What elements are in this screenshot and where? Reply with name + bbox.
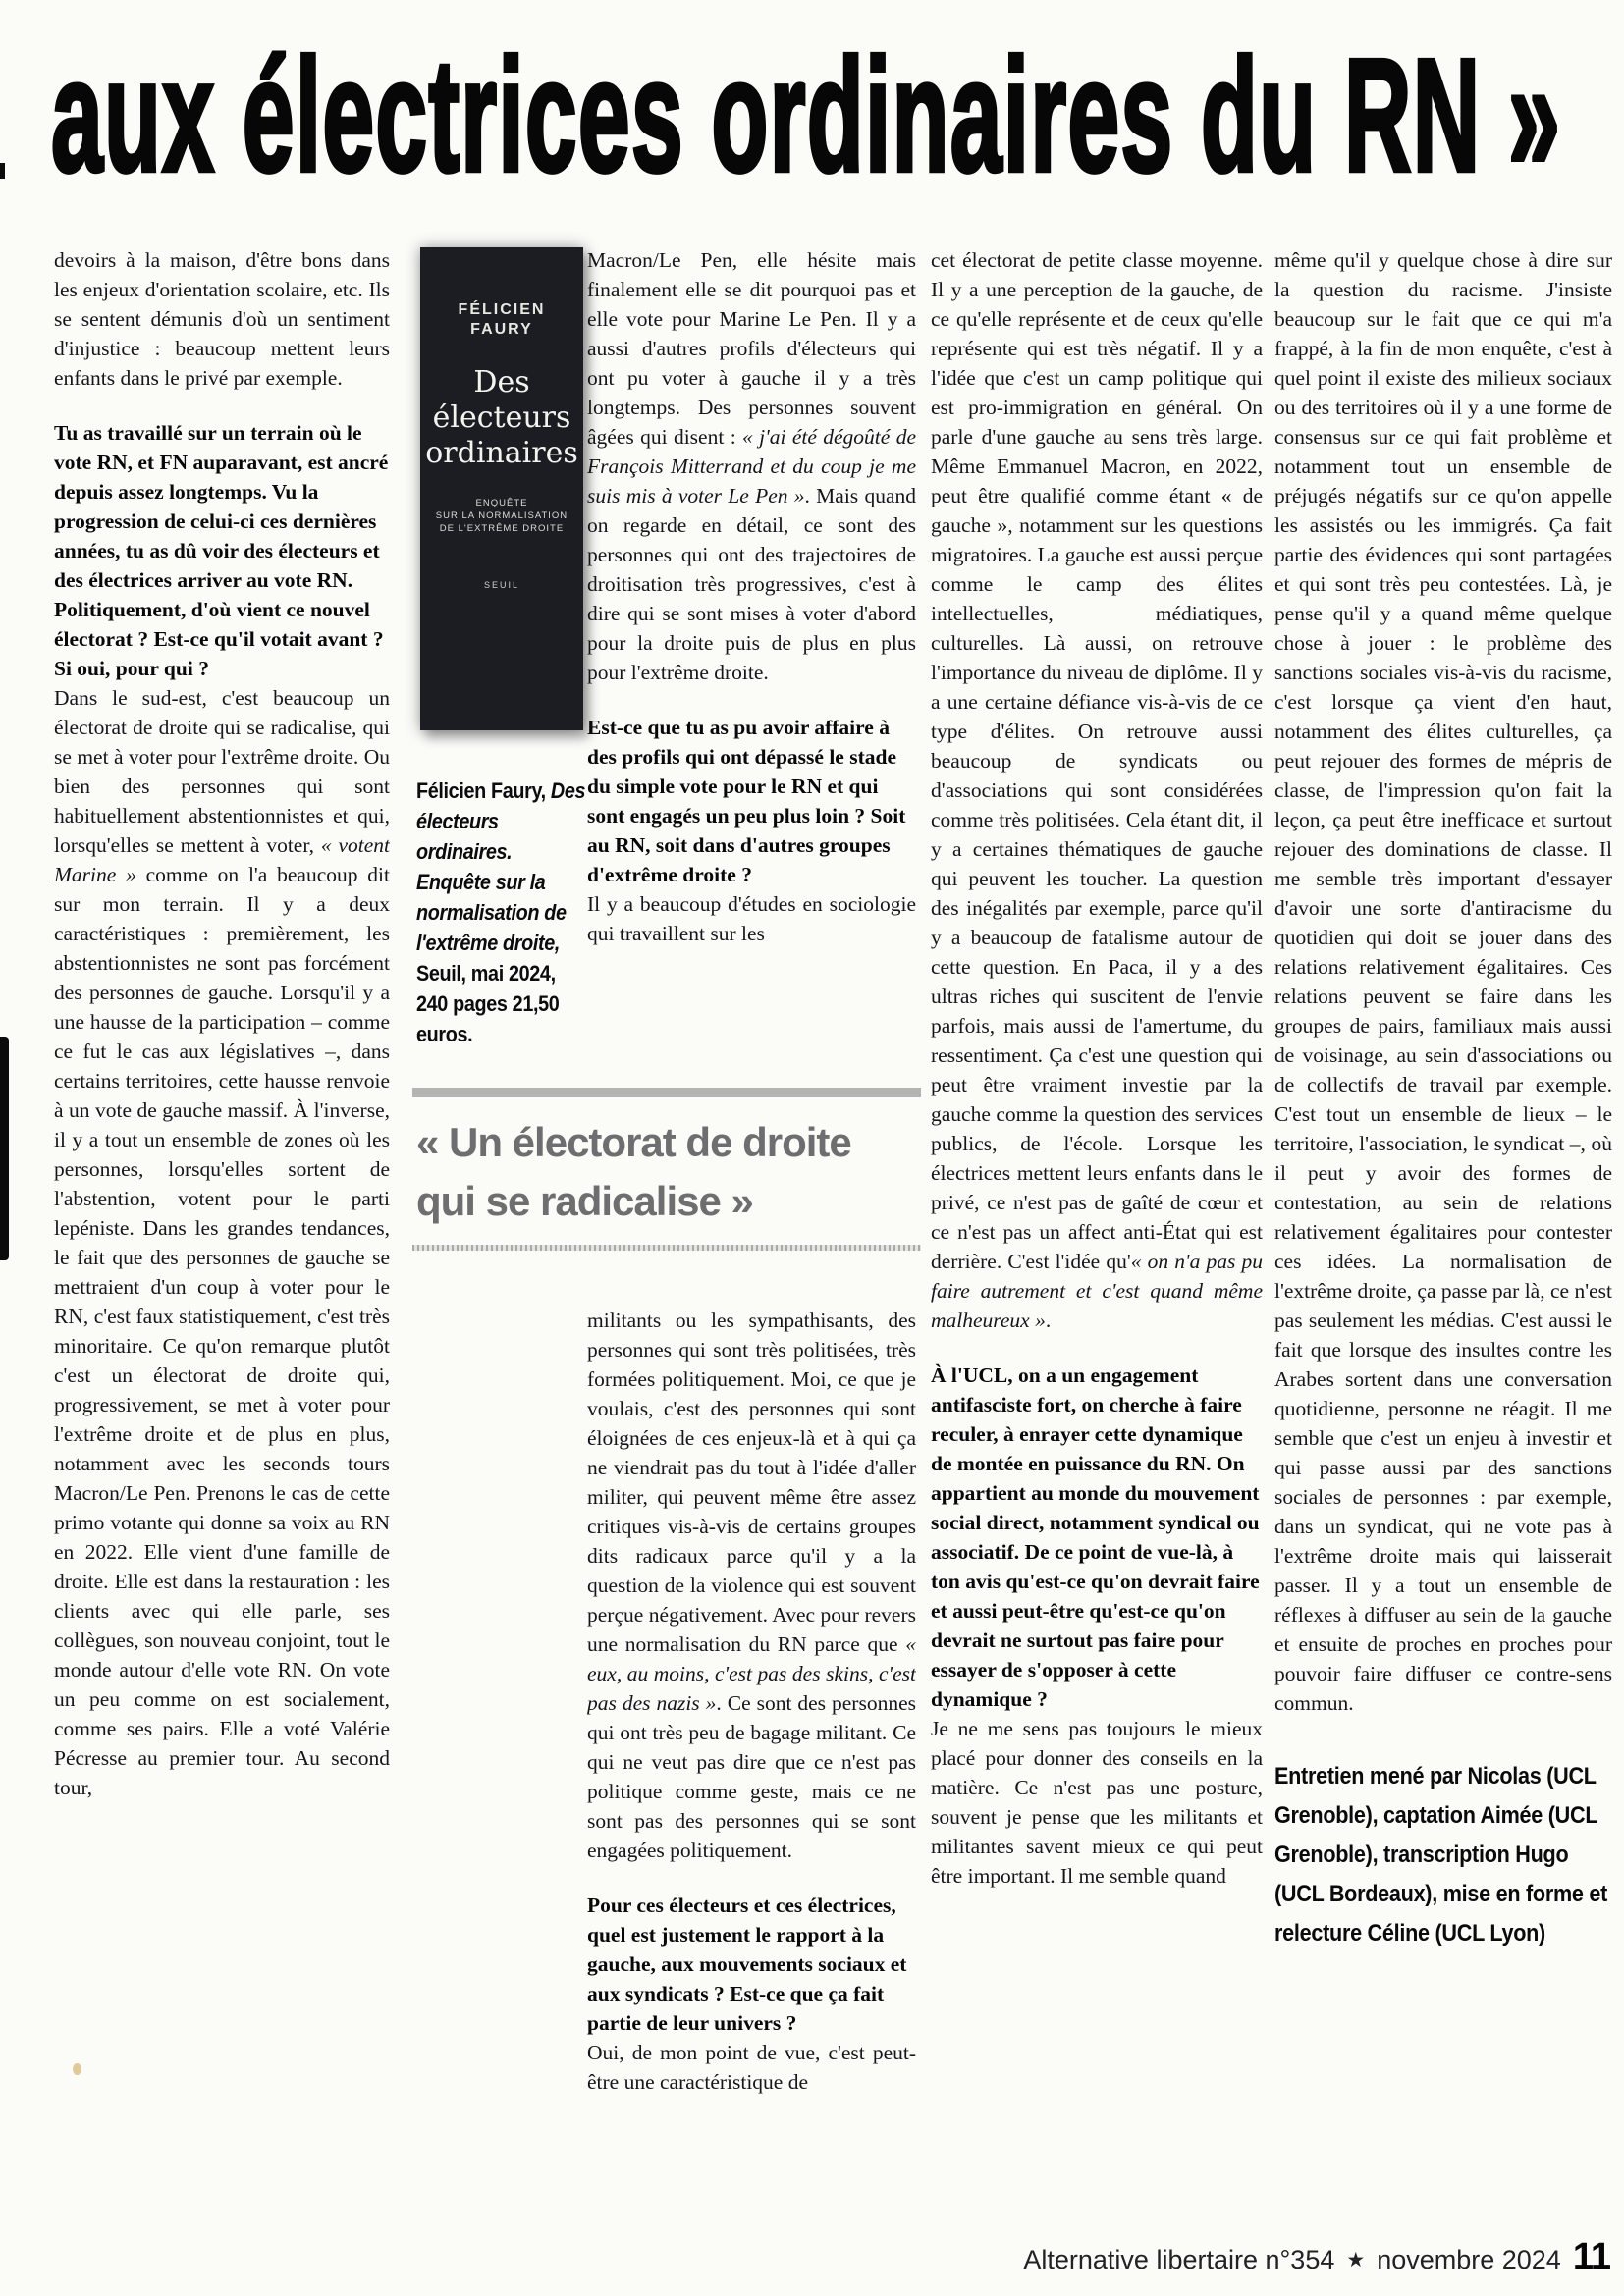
pull-quote-line: qui se radicalise » <box>416 1178 753 1224</box>
book-cover-title-line: électeurs <box>432 400 571 435</box>
question-text: Est-ce que tu as pu avoir affaire à des profils qui ont dépassé le stade du simple vote pour le RN et qui sont engagés un peu plus loin ? Soit au RN, soit dans d'autres groupes d'extrême droite ? <box>587 716 906 886</box>
paragraph-text: Oui, de mon point de vue, c'est peut-être une caractéristique de <box>587 2041 916 2094</box>
book-cover-author <box>420 300 583 340</box>
paragraph <box>54 683 390 1802</box>
star-icon: ★ <box>1346 2249 1366 2271</box>
book-cover-title <box>420 365 583 471</box>
book-cover-title-line: ordinaires <box>425 436 578 470</box>
paragraph <box>587 889 916 948</box>
book-cover-subtitle <box>420 497 583 535</box>
interview-question <box>54 418 390 683</box>
scan-artifact-bar <box>0 1037 9 1260</box>
paragraph <box>587 2038 916 2097</box>
paragraph-text: Il y a beaucoup d'études en sociologie qui travaillent sur les <box>587 892 916 945</box>
question-text: Pour ces électeurs et ces électrices, quel est justement le rapport à la gauche, aux mouvements sociaux et aux syndicats ? Est-ce que ça fait partie de leur univers ? <box>587 1894 907 2035</box>
headline-block <box>51 26 1583 226</box>
article-headline: aux électrices ordinaires du RN » <box>51 26 1561 205</box>
book-cover <box>420 247 583 730</box>
question-text: À l'UCL, on a un engagement antifasciste fort, on cherche à faire reculer, à enrayer cette dynamique de montée en puissance du RN. On appartient au monde du mouvement social direct, notamment syndical ou associatif. De ce point de vue-là, à ton avis qu'est-ce qu'on devrait faire et aussi peut-être qu'est-ce qu'on devrait ne surtout pas faire pour essayer de s'opposer à cette dynamique ? <box>931 1363 1260 1711</box>
scan-artifact-speck <box>73 2063 81 2075</box>
pull-quote-line: « Un électorat de droite <box>416 1119 851 1165</box>
interview-question <box>931 1361 1263 1714</box>
paragraph-text: cet électorat de petite classe moyenne. Il y a une perception de la gauche, de ce qu'elle représente et de ceux qu'elle représente qui est très négatif. Il y a l'idée que c'est un camp politique qui est pro-immigration en général. On parle d'une gauche au sens très large. Même Emmanuel Macron, en 2022, peut être qualifié comme étant « de gauche », notamment sur les questions migratoires. La gauche est aussi perçue comme le camp des élites intellectuelles, médiatiques, culturelles. Là aussi, on retrouve l'importance du niveau de diplôme. Il y a une certaine défiance vis-à-vis de ce type d'élites. On retrouve aussi beaucoup de syndicats ou d'associations qui sont considérées comme très politisées. Cela étant dit, il y a certaines thématiques de gauche qui peuvent les toucher. La question des inégalités par exemple, parce qu'il y a beaucoup de fatalisme autour de cette question. En Paca, il y a des ultras riches qui suscitent de l'envie parfois, mais aussi de l'amertume, du ressentiment. Ça c'est une question qui peut être vraiment investie par la gauche comme la question des services publics, de l'école. Lorsque les électrices mettent leurs enfants dans le privé, ce n'est pas de gaîté de cœur et ce n'est pas un affect anti-État qui est derrière. C'est l'idée qu' <box>931 248 1263 1273</box>
quoted-phrase: « votent Marine » <box>54 833 390 886</box>
footer-date: novembre 2024 <box>1377 2245 1561 2274</box>
paragraph-text: Je ne me sens pas toujours le mieux placé pour donner des conseils en la matière. Ce n'est pas une posture, souvent je pense que les militants et militantes savent mieux ce qui peut être important. Il me semble quand <box>931 1717 1263 1888</box>
question-text: Tu as travaillé sur un terrain où le vote RN, et FN auparavant, est ancré depuis assez longtemps. Vu la progression de celui-ci ces dernières années, tu as dû voir des électeurs et des électrices arriver au vote RN. Politiquement, d'où vient ce nouvel électorat ? Est-ce qu'il votait avant ? Si oui, pour qui ? <box>54 421 389 680</box>
interview-question <box>587 1891 916 2038</box>
scan-artifact-dash <box>0 163 5 179</box>
quoted-phrase: « j'ai été dégoûté de François Mitterrand et du coup je me suis mis à voter Le Pen » <box>587 425 916 507</box>
caption-author: Félicien Faury, <box>416 778 551 803</box>
signature: Entretien mené par Nicolas (UCL Grenoble), captation Aimée (UCL Grenoble), transcription Hugo (UCL Bordeaux), mise en forme et relecture Céline (UCL Lyon) <box>1274 1763 1608 1947</box>
paragraph-text: même qu'il y quelque chose à dire sur la question du racisme. J'insiste beaucoup sur le fait que ce qui m'a frappé, à la fin de mon enquête, c'est à quel point il existe des milieux sociaux ou des territoires où il y a une forme de consensus sur ce qui fait problème et notamment tout un ensemble de préjugés négatifs sur ce qu'on appelle les assistés ou les immigrés. Ça fait partie des évidences qui sont partagées et qui sont très peu contestées. Là, je pense qu'il y a quand même quelque chose à jouer : le problème des sanctions sociales vis-à-vis du racisme, c'est lorsque ça vient d'en haut, notamment des élites culturelles, ça peut rejouer des formes de mépris de classe, de l'impression qu'on fait la leçon, ça peut être inefficace et surtout rejouer des dominations de classe. Il me semble très important d'essayer d'avoir une sorte d'antiracisme du quotidien qui doit se jouer dans des relations relativement égalitaires. Ces relations peuvent se faire dans les groupes de pairs, familiaux mais aussi de voisinage, au sein d'associations ou de collectifs de travail par exemple. C'est tout un ensemble de lieux – le territoire, l'association, le syndicat –, où il peut y avoir des formes de contestation, au sein de relations relativement égalitaires pour contester ces idées. La normalisation de l'extrême droite, ça passe par là, ce n'est pas seulement les médias. C'est aussi le fait que lorsque des insultes contre les Arabes sortent dans une conversation quotidienne, personne ne réagit. Il me semble que c'est un enjeu à investir et qui passe aussi par des sanctions sociales de personnes : par exemple, dans un syndicat, qui ne vote pas à l'extrême droite mais qui laisserait passer. Il y a tout un ensemble de réflexes à diffuser au sein de la gauche et ensuite de proches en proches pour pouvoir faire diffuser ce contre-sens commun. <box>1274 248 1612 1715</box>
book-cover-subtitle-line: DE L'EXTRÊME DROITE <box>439 523 565 534</box>
caption-title: Des électeurs ordinaires. Enquête sur la normalisation de l'extrême droite, <box>416 778 586 955</box>
paragraph-text: militants ou les sympathisants, des personnes qui sont très politisées, très formées politiquement. Moi, ce que je voulais, c'est des personnes qui sont éloignées de ces enjeux-là et à qui ça ne viendrait pas du tout à l'idée d'aller militer, qui peuvent même être assez critiques vis-à-vis de certains groupes dits radicaux parce qu'il y a la question de la violence qui est souvent perçue négativement. Avec pour revers une normalisation du RN parce que <box>587 1308 916 1656</box>
paragraph-text: comme on l'a beaucoup dit sur mon terrain. Il y a deux caractéristiques : premièrement, les abstentionnistes ne sont pas forcément des personnes de gauche. Lorsqu'il y a une hausse de la participation – comme ce fut le cas aux législatives –, dans certains territoires, cette hausse renvoie à un vote de gauche massif. À l'inverse, il y a tout un ensemble de zones où les personnes, lorsqu'elles sortent de l'abstention, votent pour le parti lepéniste. Dans les grandes tendances, le fait que des personnes de gauche se mettraient d'un coup à voter pour le RN, c'est faux statistiquement, c'est très minoritaire. Ce qu'on remarque plutôt c'est un électorat de droite qui, progressivement, se met à voter pour l'extrême droite et de plus en plus, notamment avec les seconds tours Macron/Le Pen. Prenons le cas de cette primo votante qui donne sa voix au RN en 2022. Elle vient d'une famille de droite. Elle est dans la restauration : les clients avec qui elle parle, ses collègues, son nouveau conjoint, tout le monde autour d'elle vote RN. On vote un peu comme on est socialement, comme ses pairs. Elle a voté Valérie Pécresse au premier tour. Au second tour, <box>54 863 390 1799</box>
paragraph-text: Macron/Le Pen, elle hésite mais finalement elle se dit pourquoi pas et elle vote pour Marine Le Pen. Il y a aussi d'autres profils d'électeurs qui ont pu voter à gauche il y a très longtemps. Des personnes souvent âgées qui disent : <box>587 248 916 449</box>
book-caption <box>416 775 589 1049</box>
paragraph-text: Dans le sud-est, c'est beaucoup un électorat de droite qui se radicalise, qui se met à voter pour l'extrême droite. Ou bien des personnes qui sont habituellement abstentionnistes et qui, lorsqu'elles se mettent à voter, <box>54 686 390 857</box>
pull-quote <box>412 1088 921 1251</box>
paragraph <box>931 245 1263 1335</box>
paragraph <box>587 245 916 687</box>
footer <box>1023 2236 1610 2278</box>
paragraph-text: devoirs à la maison, d'être bons dans les enjeux d'orientation scolaire, etc. Ils se sentent démunis d'où un sentiment d'injustice : beaucoup mettent leurs enfants dans le privé par exemple. <box>54 248 390 390</box>
interview-question <box>587 713 916 889</box>
quoted-phrase: « on n'a pas pu faire autrement et c'est quand même malheureux » <box>931 1250 1263 1332</box>
column-2-lower <box>587 1306 916 2238</box>
paragraph <box>931 1714 1263 1891</box>
caption-details: Seuil, mai 2024, 240 pages 21,50 euros. <box>416 961 560 1046</box>
publisher-logo: SEUIL <box>483 580 519 590</box>
pull-quote-rule-bottom <box>412 1245 921 1251</box>
book-cover-author-line: FÉLICIEN <box>458 301 546 318</box>
paragraph <box>54 245 390 393</box>
paragraph-text: . Ce sont des personnes qui ont très peu de bagage militant. Ce qui ne veut pas dire que ce n'est pas politique comme geste, mais ce ne sont pas des personnes qui se sont engagées politiquement. <box>587 1691 916 1862</box>
paragraph <box>1274 245 1612 1718</box>
book-cover-subtitle-line: ENQUÊTE <box>475 498 528 508</box>
quoted-phrase: « eux, au moins, c'est pas des skins, c'est pas des nazis » <box>587 1632 916 1715</box>
book-cover-subtitle-line: SUR LA NORMALISATION <box>435 510 568 521</box>
paragraph-text: . Mais quand on regarde en détail, ce sont des personnes qui ont des trajectoires de droitisation très progressives, c'est à dire qui se sont mises à voter d'abord pour la droite puis de plus en plus pour l'extrême droite. <box>587 484 916 684</box>
pull-quote-rule-top <box>412 1088 921 1097</box>
column-3 <box>931 245 1263 2238</box>
column-1 <box>54 245 390 2238</box>
column-2-upper <box>587 245 916 1080</box>
book-cover-title-line: Des <box>473 365 530 400</box>
paragraph-text: . <box>1045 1308 1052 1332</box>
page-number: 11 <box>1572 2236 1610 2277</box>
book-cover-author-line: FAURY <box>470 321 533 338</box>
column-4 <box>1274 245 1612 2238</box>
footer-issue: Alternative libertaire n°354 <box>1023 2245 1335 2274</box>
paragraph <box>587 1306 916 1865</box>
pull-quote-text <box>416 1113 921 1231</box>
